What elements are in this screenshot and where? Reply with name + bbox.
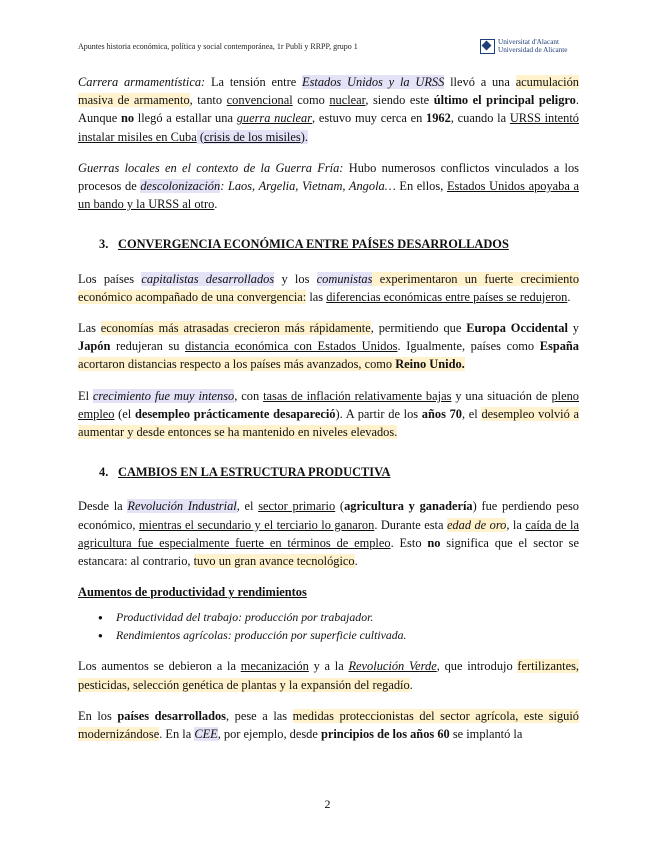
paragraph-carrera-armamentistica: Carrera armamentística: La tensión entre Estados Unidos y la URSS llevó a una acumulación masiva de armamento, tanto convencional como nuclear, siendo este último el principal peligro. Aunque no llegó a estallar una guerra nuclear, estuvo muy cerca en 1962, cuando la URSS intentó instalar misiles en Cuba (crisis de los misiles).	[78, 75, 579, 144]
section-heading-4: 4. CAMBIOS EN LA ESTRUCTURA PRODUCTIVA	[99, 465, 391, 480]
page-number: 2	[324, 797, 331, 811]
paragraph-paises-desarrollados: En los países desarrollados, pese a las medidas proteccionistas del sector agrícola, este siguió modernizándose. En la CEE, por ejemplo, desde principios de los años 60 se implantó la	[78, 708, 579, 742]
logo-line-2: Universidad de Alicante	[498, 46, 568, 54]
header-title: Apuntes historia económica, política y social contemporánea, 1r Publi y RRPP, grupo 1	[78, 42, 358, 51]
logo-line-1: Universitat d'Alacant	[498, 38, 559, 46]
document-body	[78, 73, 579, 756]
bullet-list	[78, 609, 579, 644]
paragraph-economias-atrasadas: Las economías más atrasadas crecieron más rápidamente, permitiendo que Europa Occidental y Japón redujeran su distancia económica con Estados Unidos. Igualmente, países como España acortaron distancias respecto a los países más avanzados, como Reino Unido.	[78, 321, 580, 372]
paragraph-crecimiento: El crecimiento fue muy intenso, con tasas de inflación relativamente bajas y una situación de pleno empleo (el desempleo prácticamente desapareció). A partir de los años 70, el desempleo volvió a aumentar y desde entonces se ha mantenido en niveles elevados.	[78, 388, 579, 440]
paragraph-convergencia: Los países capitalistas desarrollados y los comunistas experimentaron un fuerte crecimiento económico acompañado de una convergencia: las diferencias económicas entre países se redujeron.	[78, 271, 580, 304]
section-heading-3: 3. CONVERGENCIA ECONÓMICA ENTRE PAÍSES DESARROLLADOS	[99, 237, 509, 252]
paragraph-aumentos: Los aumentos se debieron a la mecanización y a la Revolución Verde, que introdujo fertilizantes, pesticidas, selección genética de plantas y la expansión del regadío.	[78, 659, 579, 692]
paragraph-estructura-productiva: Desde la Revolución Industrial, el sector primario (agricultura y ganadería) fue perdiendo peso económico, mientras el secundario y el terciario lo ganaron. Durante esta edad de oro, la caída de la agricultura fue especialmente fuerte en términos de empleo. Esto no significa que el sector se estancara: al contrario, tuvo un gran avance tecnológico.	[78, 499, 580, 569]
university-logo	[480, 38, 567, 54]
page-header	[78, 38, 578, 60]
list-item: ● Productividad del trabajo: producción por trabajador.	[78, 609, 579, 627]
subheading-productividad: Aumentos de productividad y rendimientos	[78, 585, 307, 600]
list-item: ● Rendimientos agrícolas: producción por superficie cultivada.	[78, 627, 579, 645]
logo-emblem-icon	[480, 39, 495, 54]
paragraph-guerras-locales: Guerras locales en el contexto de la Guerra Fría: Hubo numerosos conflictos vinculados a los procesos de descolonización: Laos, Argelia, Vietnam, Angola… En ellos, Estados Unidos apoyaba a un bando y la URSS al otro.	[78, 160, 580, 212]
